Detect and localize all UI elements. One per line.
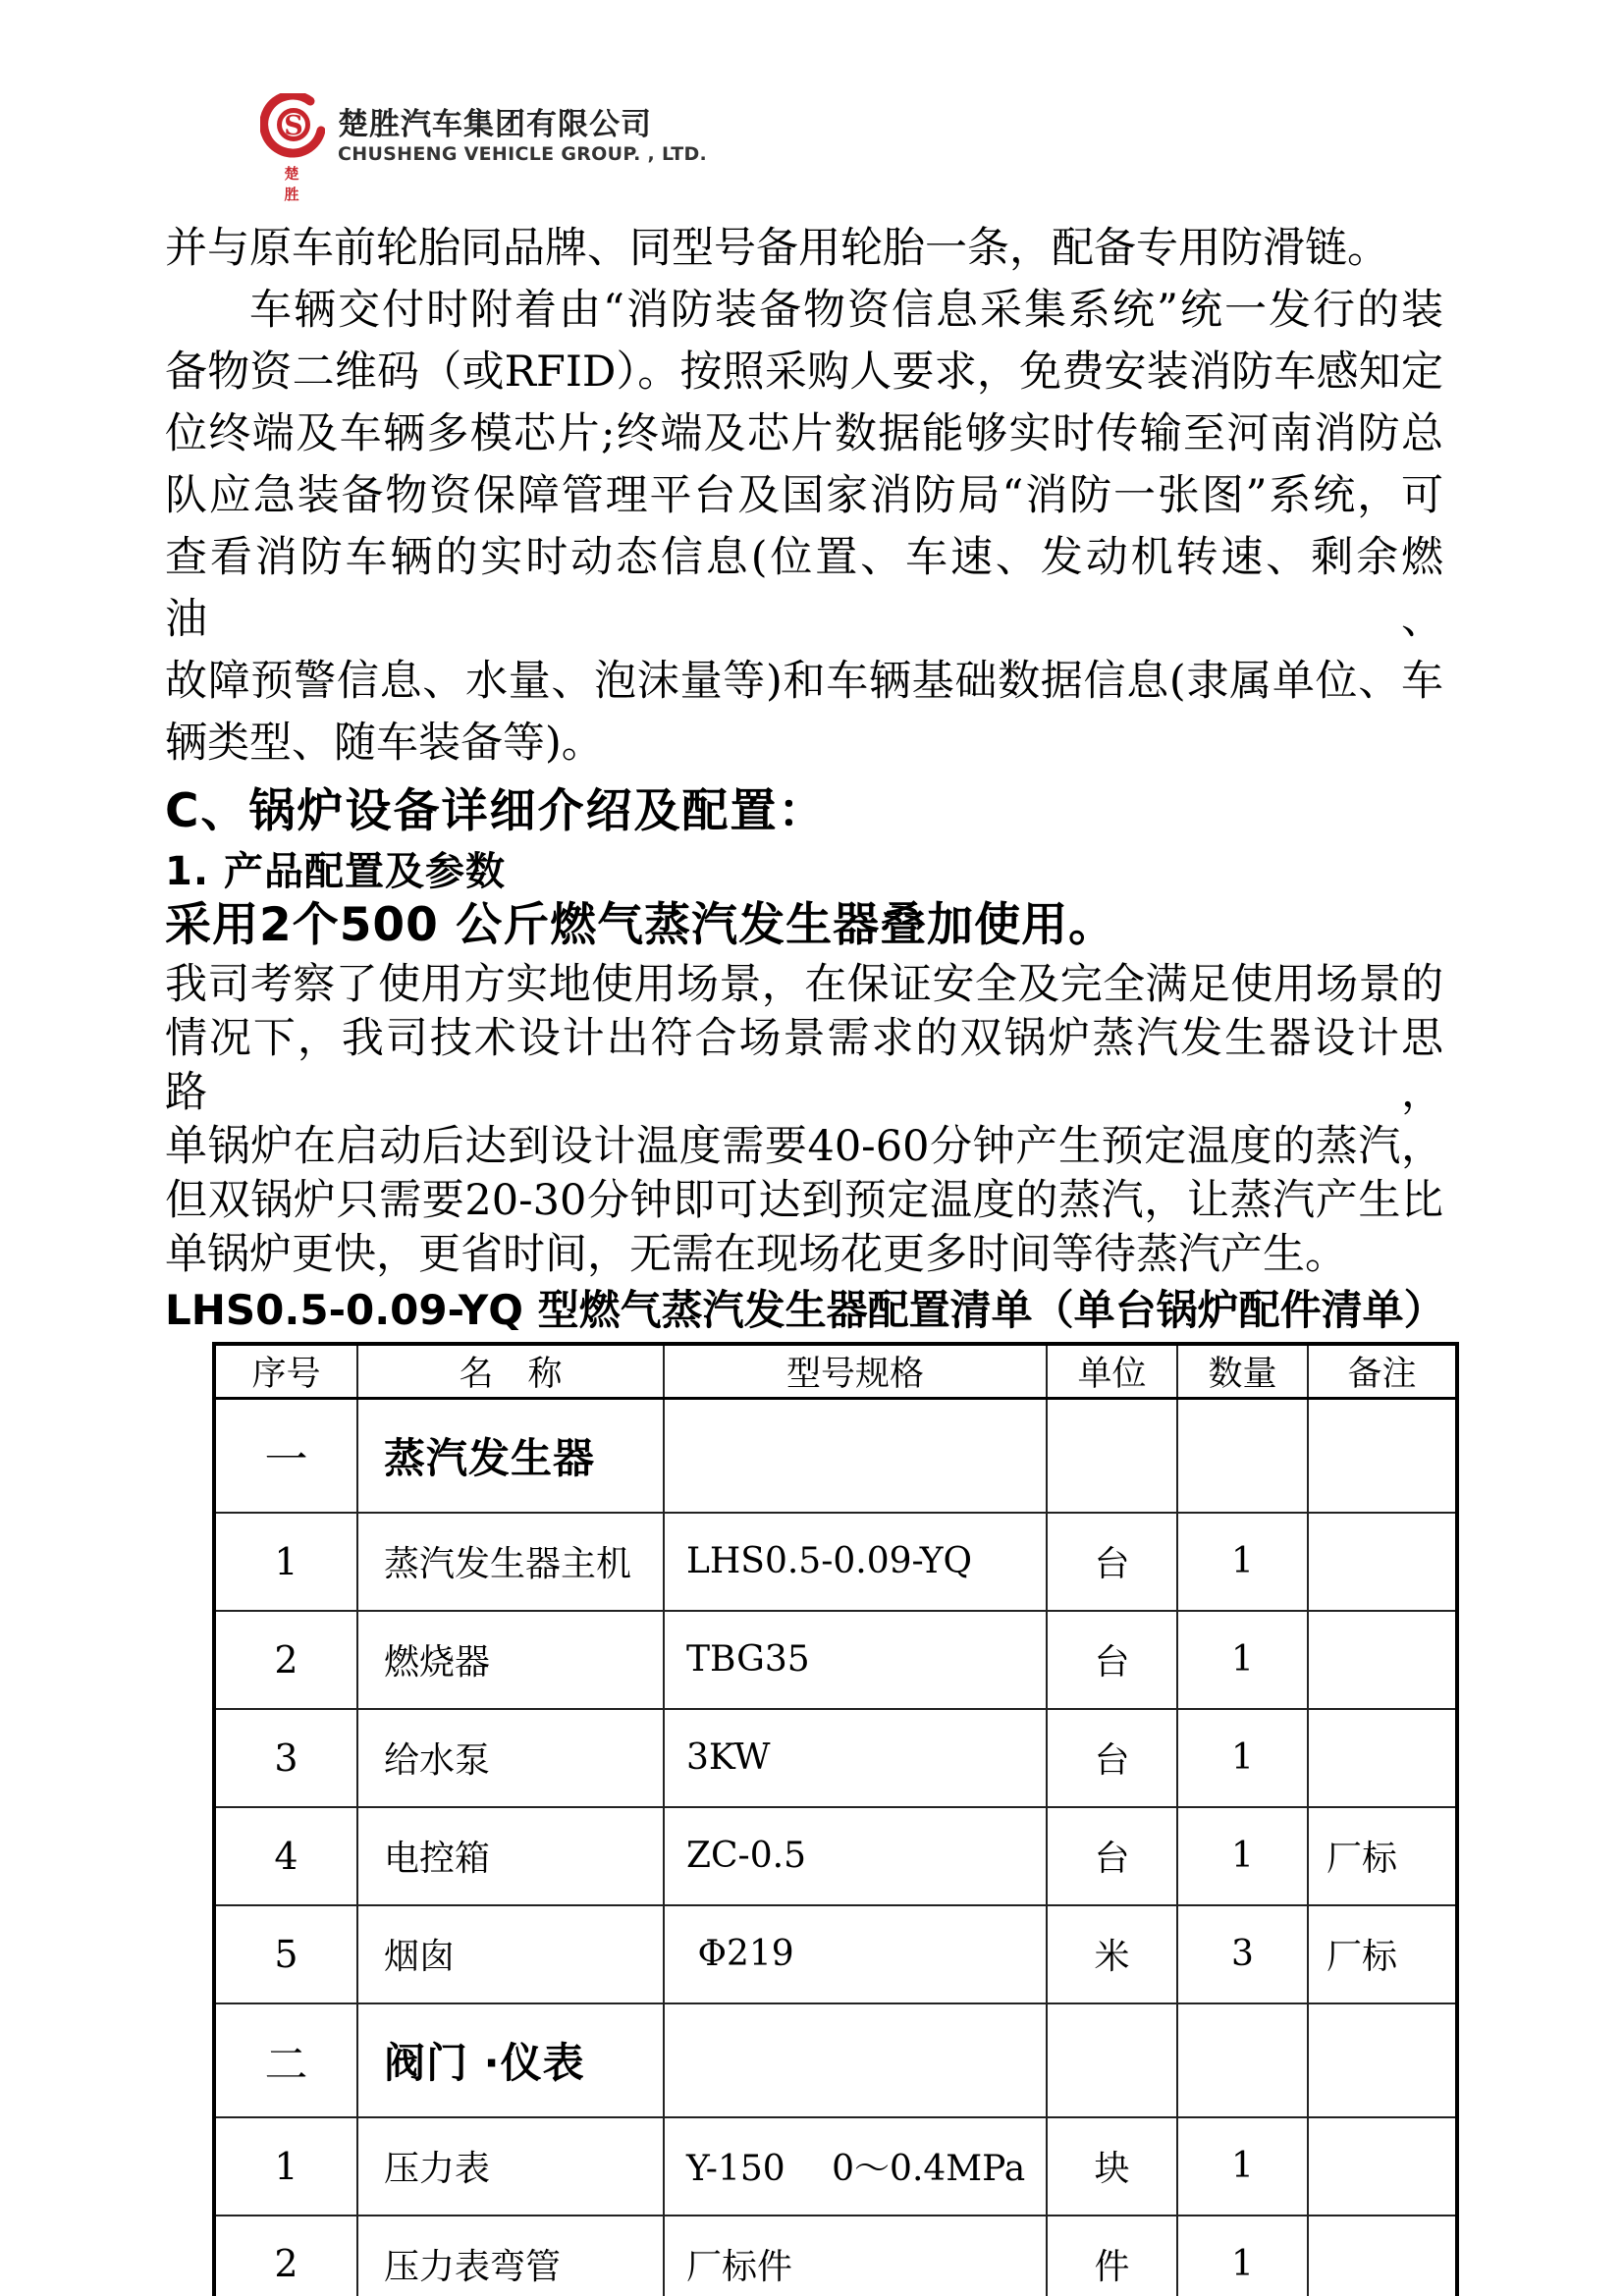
item-note-cell (1308, 1399, 1457, 1513)
item-spec-cell: TBG35 (664, 1611, 1047, 1709)
header-unit: 单位 (1047, 1344, 1177, 1399)
paragraph-line: 并与原车前轮胎同品牌、同型号备用轮胎一条，配备专用防滑链。 (165, 224, 1389, 273)
paragraph-line: 查看消防车辆的实时动态信息(位置、车速、发动机转速、剩余燃油、 (165, 533, 1443, 644)
table-title: LHS0.5-0.09-YQ 型燃气蒸汽发生器配置清单（单台锅炉配件清单） (165, 1286, 1445, 1334)
item-spec-cell: LHS0.5-0.09-YQ (664, 1513, 1047, 1611)
table-row (214, 1709, 1457, 1807)
paragraph-line: 车辆交付时附着由“消防装备物资信息采集系统”统一发行的装 (249, 286, 1443, 335)
row-index-cell: 1 (214, 1513, 357, 1611)
row-index-cell: 2 (214, 1611, 357, 1709)
item-name-cell: 电控箱 (357, 1807, 664, 1905)
table-row (214, 1905, 1457, 2003)
row-index-cell: 3 (214, 1709, 357, 1807)
header-qty: 数量 (1177, 1344, 1308, 1399)
item-name-cell: 给水泵 (357, 1709, 664, 1807)
company-name-cn: 楚胜汽车集团有限公司 (338, 107, 652, 142)
item-qty-cell: 1 (1177, 1513, 1308, 1611)
item-note-cell (1308, 2117, 1457, 2216)
item-unit-cell (1047, 2003, 1177, 2117)
paragraph-block-1 (165, 218, 1443, 774)
item-note-cell: 厂标 (1308, 1905, 1457, 2003)
item-name-cell: 蒸汽发生器主机 (357, 1513, 664, 1611)
table-header-row (214, 1344, 1457, 1399)
item-unit-cell: 台 (1047, 1513, 1177, 1611)
paragraph-block-2 (165, 958, 1443, 1282)
section-heading-c: C、锅炉设备详细介绍及配置： (165, 784, 827, 838)
paragraph-line: 备物资二维码（或RFID）。按照采购人要求，免费安装消防车感知定 (165, 347, 1443, 397)
item-unit-cell: 台 (1047, 1709, 1177, 1807)
paragraph-line: 单锅炉在启动后达到设计温度需要40-60分钟产生预定温度的蒸汽， (165, 1122, 1443, 1171)
sub-heading-1: 1. 产品配置及参数 (165, 849, 506, 894)
item-qty-cell (1177, 2003, 1308, 2117)
item-qty-cell (1177, 1399, 1308, 1513)
item-note-cell (1308, 2216, 1457, 2296)
table-row (214, 1807, 1457, 1905)
paragraph-line: 单锅炉更快，更省时间，无需在现场花更多时间等待蒸汽产生。 (165, 1230, 1347, 1279)
item-spec-cell: 厂标件 (664, 2216, 1047, 2296)
table-row (214, 2216, 1457, 2296)
company-name-block (338, 93, 707, 164)
item-name-cell: 燃烧器 (357, 1611, 664, 1709)
paragraph-line: 队应急装备物资保障管理平台及国家消防局“消防一张图”系统，可 (165, 471, 1443, 520)
paragraph-line: 但双锅炉只需要20-30分钟即可达到预定温度的蒸汽，让蒸汽产生比 (165, 1176, 1443, 1225)
item-qty-cell: 1 (1177, 2117, 1308, 2216)
item-spec-cell (664, 2003, 1047, 2117)
row-index-cell: 1 (214, 2117, 357, 2216)
item-note-cell (1308, 1611, 1457, 1709)
row-index-cell: 4 (214, 1807, 357, 1905)
item-note-cell: 厂标 (1308, 1807, 1457, 1905)
table-row (214, 1513, 1457, 1611)
item-spec-cell: Y-150 0～0.4MPa (664, 2117, 1047, 2216)
logo-emblem-icon (260, 93, 325, 158)
item-qty-cell: 1 (1177, 1611, 1308, 1709)
paragraph-line: 位终端及车辆多模芯片;终端及芯片数据能够实时传输至河南消防总 (165, 409, 1443, 458)
table-section-row (214, 1399, 1457, 1513)
table-row (214, 2117, 1457, 2216)
company-logo-mark (260, 93, 325, 204)
paragraph-line: 情况下，我司技术设计出符合场景需求的双锅炉蒸汽发生器设计思路， (165, 1014, 1443, 1117)
table-row (214, 1611, 1457, 1709)
item-note-cell (1308, 1513, 1457, 1611)
item-name-cell: 压力表 (357, 2117, 664, 2216)
parts-table (212, 1342, 1459, 2296)
item-name-cell: 烟囱 (357, 1905, 664, 2003)
item-note-cell (1308, 1709, 1457, 1807)
header-note: 备注 (1308, 1344, 1457, 1399)
header-no: 序号 (214, 1344, 357, 1399)
table-section-row (214, 2003, 1457, 2117)
item-name-cell: 压力表弯管 (357, 2216, 664, 2296)
item-note-cell (1308, 2003, 1457, 2117)
row-index-cell: 5 (214, 1905, 357, 2003)
item-name-cell: 蒸汽发生器 (357, 1399, 664, 1513)
item-spec-cell (664, 1399, 1047, 1513)
item-unit-cell (1047, 1399, 1177, 1513)
item-qty-cell: 3 (1177, 1905, 1308, 2003)
row-index-cell: 一 (214, 1399, 357, 1513)
paragraph-line: 辆类型、随车装备等)。 (165, 719, 604, 768)
svg-text:S: S (284, 111, 303, 141)
item-spec-cell: 3KW (664, 1709, 1047, 1807)
item-spec-cell: Φ219 (664, 1905, 1047, 2003)
item-unit-cell: 块 (1047, 2117, 1177, 2216)
row-index-cell: 二 (214, 2003, 357, 2117)
company-logo (165, 0, 1443, 204)
paragraph-line: 我司考察了使用方实地使用场景，在保证安全及完全满足使用场景的 (165, 960, 1443, 1009)
item-qty-cell: 1 (1177, 1709, 1308, 1807)
bold-statement: 采用2个500 公斤燃气蒸汽发生器叠加使用。 (165, 898, 1116, 952)
item-unit-cell: 件 (1047, 2216, 1177, 2296)
header-name: 名 称 (357, 1344, 664, 1399)
item-unit-cell: 米 (1047, 1905, 1177, 2003)
header-spec: 型号规格 (664, 1344, 1047, 1399)
item-name-cell: 阀门 ·仪表 (357, 2003, 664, 2117)
item-qty-cell: 1 (1177, 1807, 1308, 1905)
item-qty-cell: 1 (1177, 2216, 1308, 2296)
logo-mini-characters: 楚 胜 (284, 165, 315, 203)
paragraph-line: 故障预警信息、水量、泡沫量等)和车辆基础数据信息(隶属单位、车 (165, 657, 1443, 706)
company-name-en: CHUSHENG VEHICLE GROUP. , LTD. (338, 143, 708, 165)
row-index-cell: 2 (214, 2216, 357, 2296)
item-spec-cell: ZC-0.5 (664, 1807, 1047, 1905)
item-unit-cell: 台 (1047, 1807, 1177, 1905)
item-unit-cell: 台 (1047, 1611, 1177, 1709)
